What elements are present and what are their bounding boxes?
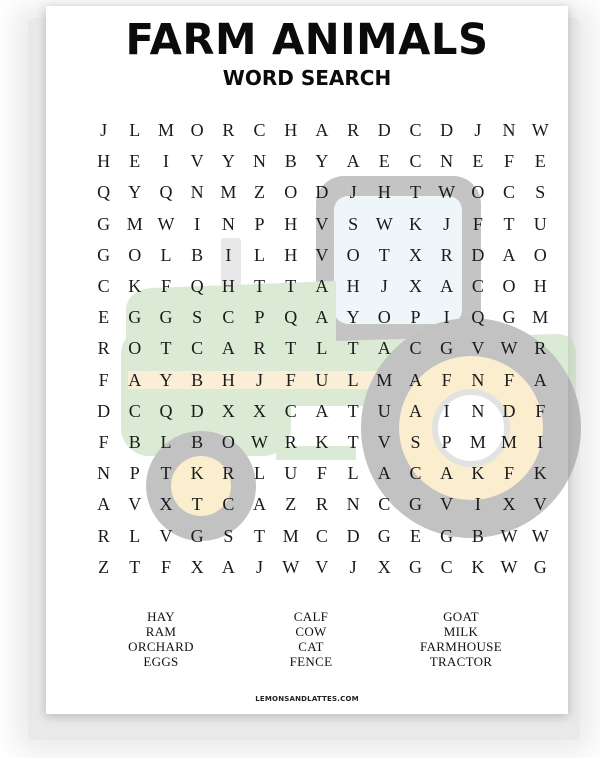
grid-letter[interactable]: C (471, 276, 484, 297)
grid-letter[interactable]: X (221, 400, 235, 421)
grid-letter[interactable]: I (537, 431, 544, 452)
grid-letter[interactable]: G (408, 494, 422, 515)
grid-letter[interactable]: P (441, 431, 452, 452)
grid-letter[interactable]: G (440, 525, 454, 546)
grid-letter[interactable]: N (502, 120, 516, 141)
grid-letter[interactable]: N (253, 151, 267, 172)
grid-letter[interactable]: J (349, 182, 357, 203)
grid-letter[interactable]: V (471, 338, 485, 359)
grid-letter[interactable]: K (471, 556, 485, 577)
grid-letter[interactable]: F (504, 463, 515, 484)
word-list-column (236, 609, 386, 669)
grid-letter[interactable]: V (159, 525, 173, 546)
grid-letter[interactable]: Q (471, 307, 485, 328)
grid-letter[interactable]: L (316, 338, 328, 359)
grid-letter[interactable]: D (190, 400, 204, 421)
grid-letter[interactable]: B (284, 151, 297, 172)
grid-letter[interactable]: F (504, 369, 515, 390)
grid-letter[interactable]: J (100, 120, 108, 141)
grid-letter[interactable]: M (376, 369, 393, 390)
grid-letter[interactable]: O (128, 338, 142, 359)
grid-letter[interactable]: Y (159, 369, 173, 390)
grid-letter[interactable]: A (377, 463, 391, 484)
grid-letter[interactable]: C (409, 120, 422, 141)
grid-letter[interactable]: W (531, 120, 549, 141)
grid-letter[interactable]: S (535, 182, 546, 203)
grid-letter[interactable]: H (377, 182, 391, 203)
word-list-item: TRACTOR (429, 654, 493, 669)
grid-letter[interactable]: R (222, 120, 235, 141)
grid-letter[interactable]: R (534, 338, 547, 359)
grid-letter[interactable]: Q (159, 182, 173, 203)
grid-letter[interactable]: E (378, 151, 390, 172)
grid-letter[interactable]: H (346, 276, 360, 297)
grid-letter[interactable]: T (254, 276, 266, 297)
grid-letter[interactable]: I (225, 244, 232, 265)
grid-letter[interactable]: D (440, 120, 454, 141)
grid-letter[interactable]: L (160, 431, 172, 452)
grid-letter[interactable]: V (315, 556, 329, 577)
grid-letter[interactable]: H (97, 151, 111, 172)
grid-letter[interactable]: G (377, 525, 391, 546)
grid-letter[interactable]: I (194, 213, 201, 234)
grid-letter[interactable]: A (440, 276, 454, 297)
grid-letter[interactable]: R (97, 338, 110, 359)
grid-letter[interactable]: J (256, 369, 264, 390)
grid-letter[interactable]: N (221, 213, 235, 234)
grid-letter[interactable]: J (256, 556, 264, 577)
grid-letter[interactable]: X (408, 276, 422, 297)
grid-letter[interactable]: C (128, 400, 141, 421)
page-subtitle: WORD SEARCH (222, 66, 392, 90)
grid-letter[interactable]: V (533, 494, 547, 515)
grid-letter[interactable]: C (97, 276, 110, 297)
grid-letter[interactable]: A (128, 369, 142, 390)
grid-letter[interactable]: M (220, 182, 237, 203)
grid-letter[interactable]: B (191, 244, 204, 265)
grid-letter[interactable]: H (284, 120, 298, 141)
grid-letter[interactable]: V (128, 494, 142, 515)
grid-letter[interactable]: X (502, 494, 516, 515)
grid-letter[interactable]: C (409, 338, 422, 359)
grid-letter[interactable]: C (222, 307, 235, 328)
grid-letter[interactable]: T (160, 338, 172, 359)
grid-letter[interactable]: Y (128, 182, 142, 203)
grid-letter[interactable]: F (285, 369, 296, 390)
grid-letter[interactable]: O (502, 276, 516, 297)
grid-letter[interactable]: F (504, 151, 515, 172)
grid-letter[interactable]: Q (97, 182, 111, 203)
site-credit: LEMONSANDLATTES.COM (255, 695, 359, 703)
grid-letter[interactable]: P (410, 307, 421, 328)
word-list-item: CAT (298, 639, 324, 654)
grid-letter[interactable]: A (315, 307, 329, 328)
grid-letter[interactable]: E (98, 307, 110, 328)
grid-letter[interactable]: O (221, 431, 235, 452)
grid-letter[interactable]: T (129, 556, 141, 577)
grid-letter[interactable]: T (285, 276, 297, 297)
word-list-item: GOAT (443, 609, 479, 624)
grid-letter[interactable]: W (375, 213, 393, 234)
grid-letter[interactable]: T (347, 400, 359, 421)
grid-letter[interactable]: H (533, 276, 547, 297)
grid-letter[interactable]: T (191, 494, 203, 515)
grid-letter[interactable]: R (97, 525, 110, 546)
grid-letter[interactable]: W (500, 338, 518, 359)
grid-letter[interactable]: G (440, 338, 454, 359)
grid-letter[interactable]: A (253, 494, 267, 515)
grid-letter[interactable]: F (160, 276, 171, 297)
grid-letter[interactable]: L (347, 463, 359, 484)
grid-letter[interactable]: D (97, 400, 111, 421)
word-list-item: EGGS (143, 654, 179, 669)
grid-letter[interactable]: F (98, 369, 109, 390)
grid-letter[interactable]: W (438, 182, 456, 203)
grid-letter[interactable]: L (347, 369, 359, 390)
grid-letter[interactable]: X (159, 494, 173, 515)
grid-letter[interactable]: A (377, 338, 391, 359)
worksheet-page (46, 6, 568, 714)
grid-letter[interactable]: R (222, 463, 235, 484)
grid-letter[interactable]: K (533, 463, 547, 484)
grid-letter[interactable]: U (284, 463, 298, 484)
grid-letter[interactable]: R (253, 338, 266, 359)
grid-letter[interactable]: B (471, 525, 484, 546)
word-list-column (386, 609, 536, 669)
grid-letter[interactable]: A (346, 151, 360, 172)
grid-letter[interactable]: R (440, 244, 453, 265)
grid-letter[interactable]: N (440, 151, 454, 172)
grid-letter[interactable]: F (316, 463, 327, 484)
grid-letter[interactable]: Q (190, 276, 204, 297)
grid-letter[interactable]: E (409, 525, 421, 546)
grid-letter[interactable]: W (500, 556, 518, 577)
grid-letter[interactable]: C (315, 525, 328, 546)
grid-letter[interactable]: S (348, 213, 359, 234)
grid-letter[interactable]: D (377, 120, 391, 141)
grid-letter[interactable]: O (533, 244, 547, 265)
grid-letter[interactable]: B (128, 431, 141, 452)
grid-letter[interactable]: C (409, 151, 422, 172)
grid-letter[interactable]: W (157, 213, 175, 234)
grid-letter[interactable]: X (377, 556, 391, 577)
grid-letter[interactable]: T (285, 338, 297, 359)
grid-letter[interactable]: O (471, 182, 485, 203)
grid-letter[interactable]: X (253, 400, 267, 421)
grid-letter[interactable]: N (471, 369, 485, 390)
grid-letter[interactable]: G (128, 307, 142, 328)
grid-letter[interactable]: G (190, 525, 204, 546)
grid-letter[interactable]: C (409, 463, 422, 484)
grid-letter[interactable]: M (157, 120, 174, 141)
grid-letter[interactable]: T (160, 463, 172, 484)
grid-letter[interactable]: O (377, 307, 391, 328)
grid-letter[interactable]: N (471, 400, 485, 421)
grid-letter[interactable]: A (440, 463, 454, 484)
grid-letter[interactable]: N (97, 463, 111, 484)
grid-letter[interactable]: M (469, 431, 486, 452)
grid-letter[interactable]: J (474, 120, 482, 141)
grid-letter[interactable]: K (315, 431, 329, 452)
word-search-grid[interactable] (88, 115, 556, 583)
grid-letter[interactable]: L (254, 463, 266, 484)
grid-letter[interactable]: F (441, 369, 452, 390)
grid-letter[interactable]: G (97, 244, 111, 265)
grid-letter[interactable]: S (410, 431, 421, 452)
grid-letter[interactable]: D (471, 244, 485, 265)
grid-letter[interactable]: U (533, 213, 547, 234)
grid-letter[interactable]: Q (159, 400, 173, 421)
grid-letter[interactable]: X (408, 244, 422, 265)
word-list-item: COW (295, 624, 327, 639)
grid-letter[interactable]: A (408, 369, 422, 390)
grid-letter[interactable]: M (532, 307, 549, 328)
grid-letter[interactable]: V (190, 151, 204, 172)
grid-letter[interactable]: J (349, 556, 357, 577)
grid-letter[interactable]: Y (315, 151, 329, 172)
word-list-item: FARMHOUSE (420, 639, 502, 654)
grid-letter[interactable]: X (190, 556, 204, 577)
grid-letter[interactable]: H (284, 244, 298, 265)
grid-letter[interactable]: H (221, 369, 235, 390)
grid-letter[interactable]: Z (285, 494, 297, 515)
grid-letter[interactable]: V (315, 244, 329, 265)
grid-letter[interactable]: Y (221, 151, 235, 172)
grid-letter[interactable]: T (347, 338, 359, 359)
grid-letter[interactable]: V (377, 431, 391, 452)
grid-letter[interactable]: V (440, 494, 454, 515)
grid-letter[interactable]: K (190, 463, 204, 484)
grid-letter[interactable]: A (502, 244, 516, 265)
grid-letter[interactable]: C (222, 494, 235, 515)
grid-letter[interactable]: D (315, 182, 329, 203)
grid-letter[interactable]: M (126, 213, 143, 234)
grid-letter[interactable]: J (443, 213, 451, 234)
grid-letter[interactable]: Y (346, 307, 360, 328)
grid-letter[interactable]: W (500, 525, 518, 546)
grid-letter[interactable]: L (129, 525, 141, 546)
grid-letter[interactable]: K (408, 213, 422, 234)
grid-letter[interactable]: Q (284, 307, 298, 328)
grid-letter[interactable]: M (501, 431, 518, 452)
grid-letter[interactable]: K (471, 463, 485, 484)
grid-letter[interactable]: L (160, 244, 172, 265)
grid-letter[interactable]: P (254, 213, 265, 234)
grid-letter[interactable]: I (443, 307, 450, 328)
grid-letter[interactable]: T (409, 182, 421, 203)
grid-letter[interactable]: W (531, 525, 549, 546)
word-list (86, 609, 536, 669)
grid-letter[interactable]: M (282, 525, 299, 546)
grid-letter[interactable]: N (190, 182, 204, 203)
grid-letter[interactable]: O (190, 120, 204, 141)
word-list-item: ORCHARD (128, 639, 194, 654)
grid-letter[interactable]: L (254, 244, 266, 265)
grid-letter[interactable]: E (534, 151, 546, 172)
grid-letter[interactable]: A (221, 556, 235, 577)
grid-letter[interactable]: H (284, 213, 298, 234)
grid-letter[interactable]: T (347, 431, 359, 452)
grid-letter[interactable]: A (315, 120, 329, 141)
grid-letter[interactable]: G (159, 307, 173, 328)
grid-letter[interactable]: S (192, 307, 203, 328)
grid-letter[interactable]: L (129, 120, 141, 141)
grid-letter[interactable]: C (378, 494, 391, 515)
grid-letter[interactable]: O (346, 244, 360, 265)
grid-letter[interactable]: C (503, 182, 516, 203)
grid-letter[interactable]: O (284, 182, 298, 203)
grid-letter[interactable]: E (472, 151, 484, 172)
grid-letter[interactable]: R (284, 431, 297, 452)
grid-letter[interactable]: H (221, 276, 235, 297)
grid-letter[interactable]: R (315, 494, 328, 515)
grid-letter[interactable]: F (160, 556, 171, 577)
grid-letter[interactable]: T (503, 213, 515, 234)
grid-letter[interactable]: S (223, 525, 234, 546)
grid-letter[interactable]: W (282, 556, 300, 577)
grid-letter[interactable]: E (129, 151, 141, 172)
grid-letter[interactable]: A (221, 338, 235, 359)
grid-letter[interactable]: C (440, 556, 453, 577)
grid-letter[interactable]: O (128, 244, 142, 265)
grid-letter[interactable]: T (378, 244, 390, 265)
grid-letter[interactable]: I (162, 151, 169, 172)
grid-letter[interactable]: C (253, 120, 266, 141)
grid-letter[interactable]: U (377, 400, 391, 421)
grid-letter[interactable]: F (535, 400, 546, 421)
grid-letter[interactable]: Z (254, 182, 266, 203)
grid-letter[interactable]: A (408, 400, 422, 421)
grid-letter[interactable]: A (97, 494, 111, 515)
grid-letter[interactable]: D (502, 400, 516, 421)
grid-letter[interactable]: G (533, 556, 547, 577)
grid-letter[interactable]: Z (98, 556, 110, 577)
grid-letter[interactable]: G (408, 556, 422, 577)
grid-letter[interactable]: A (533, 369, 547, 390)
grid-letter[interactable]: G (97, 213, 111, 234)
word-list-item: CALF (293, 609, 329, 624)
word-list-item: RAM (145, 624, 177, 639)
grid-letter[interactable]: W (251, 431, 269, 452)
grid-letter[interactable]: I (474, 494, 481, 515)
grid-letter[interactable]: G (502, 307, 516, 328)
grid-letter[interactable]: F (98, 431, 109, 452)
grid-letter[interactable]: C (191, 338, 204, 359)
grid-letter[interactable]: C (284, 400, 297, 421)
grid-letter[interactable]: F (472, 213, 483, 234)
grid-letter[interactable]: I (443, 400, 450, 421)
grid-letter[interactable]: P (129, 463, 140, 484)
grid-letter[interactable]: D (346, 525, 360, 546)
grid-letter[interactable]: T (254, 525, 266, 546)
grid-letter[interactable]: V (315, 213, 329, 234)
word-list-item: HAY (147, 609, 175, 624)
grid-letter[interactable]: A (315, 400, 329, 421)
page-title: FARM ANIMALS (125, 15, 489, 65)
grid-letter[interactable]: A (315, 276, 329, 297)
grid-letter[interactable]: B (191, 369, 204, 390)
word-list-item: MILK (443, 624, 479, 639)
grid-letter[interactable]: B (191, 431, 204, 452)
grid-letter[interactable]: U (315, 369, 329, 390)
word-list-item: FENCE (289, 654, 333, 669)
grid-letter[interactable]: J (380, 276, 388, 297)
grid-letter[interactable]: P (254, 307, 265, 328)
grid-letter[interactable]: R (347, 120, 360, 141)
grid-letter[interactable]: K (128, 276, 142, 297)
grid-letter[interactable]: N (346, 494, 360, 515)
word-list-column (86, 609, 236, 669)
